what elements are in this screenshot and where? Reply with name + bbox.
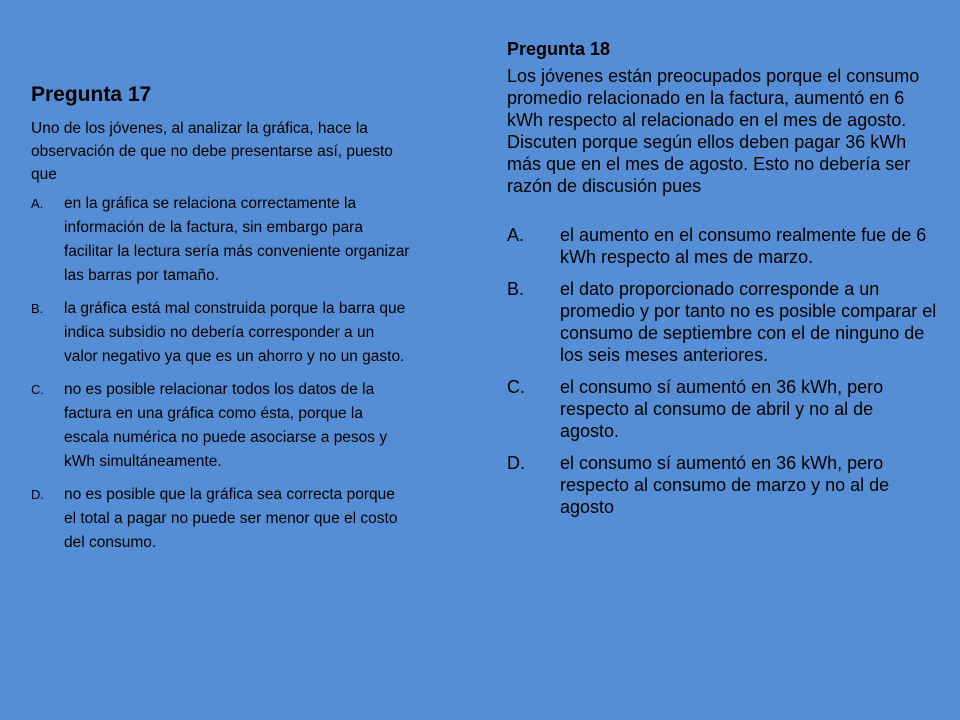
question-18 xyxy=(507,38,937,528)
option-text: no es posible que la gráfica sea correcta porque el total a pagar no puede ser menor que el costo del consumo. xyxy=(64,486,398,551)
option-text: no es posible relacionar todos los datos de la factura en una gráfica como ésta, porque la escala numérica no puede asociarse a pesos y kWh simultáneamente. xyxy=(64,381,388,470)
q18-option-b xyxy=(507,278,937,366)
question-17 xyxy=(31,82,411,564)
option-letter: B. xyxy=(507,279,525,299)
option-text: la gráfica está mal construida porque la barra que indica subsidio no debería corresponder a un valor negativo ya que es un ahorro y no un gasto. xyxy=(64,300,406,365)
q17-option-c xyxy=(31,378,411,474)
option-text: en la gráfica se relaciona correctamente la información de la factura, sin embargo para facilitar la lectura sería más conveniente organizar las barras por tamaño. xyxy=(64,195,410,284)
option-text: el consumo sí aumentó en 36 kWh, pero respecto al consumo de marzo y no al de agosto xyxy=(560,453,890,517)
q18-title: Pregunta 18 xyxy=(507,39,611,59)
q18-intro: Los jóvenes están preocupados porque el consumo promedio relacionado en la factura, aumentó en 6 kWh respecto al relacionado en el mes de agosto. Discuten porque según ellos deben pagar 36 kWh más que en el mes de agosto. Esto no debería ser razón de discusión pues xyxy=(507,66,920,196)
option-letter: D. xyxy=(507,453,525,473)
option-text: el consumo sí aumentó en 36 kWh, pero respecto al consumo de abril y no al de agosto. xyxy=(560,377,884,441)
option-text: el dato proporcionado corresponde a un promedio y por tanto no es posible comparar el consumo de septiembre con el de ninguno de los seis meses anteriores. xyxy=(560,279,937,365)
option-letter: B. xyxy=(31,301,44,316)
option-letter: C. xyxy=(31,382,44,397)
q17-option-a xyxy=(31,192,411,288)
q18-option-c xyxy=(507,376,937,442)
q17-option-d xyxy=(31,483,411,555)
option-letter: C. xyxy=(507,377,525,397)
q18-option-a xyxy=(507,224,937,268)
option-letter: A. xyxy=(31,196,44,211)
q17-title: Pregunta 17 xyxy=(31,83,152,106)
q17-option-b xyxy=(31,297,411,369)
option-letter: D. xyxy=(31,487,44,502)
option-letter: A. xyxy=(507,225,525,245)
q18-option-d xyxy=(507,452,937,518)
option-text: el aumento en el consumo realmente fue de 6 kWh respecto al mes de marzo. xyxy=(560,225,927,267)
q17-intro: Uno de los jóvenes, al analizar la gráfica, hace la observación de que no debe presentarse así, puesto que xyxy=(31,120,393,183)
